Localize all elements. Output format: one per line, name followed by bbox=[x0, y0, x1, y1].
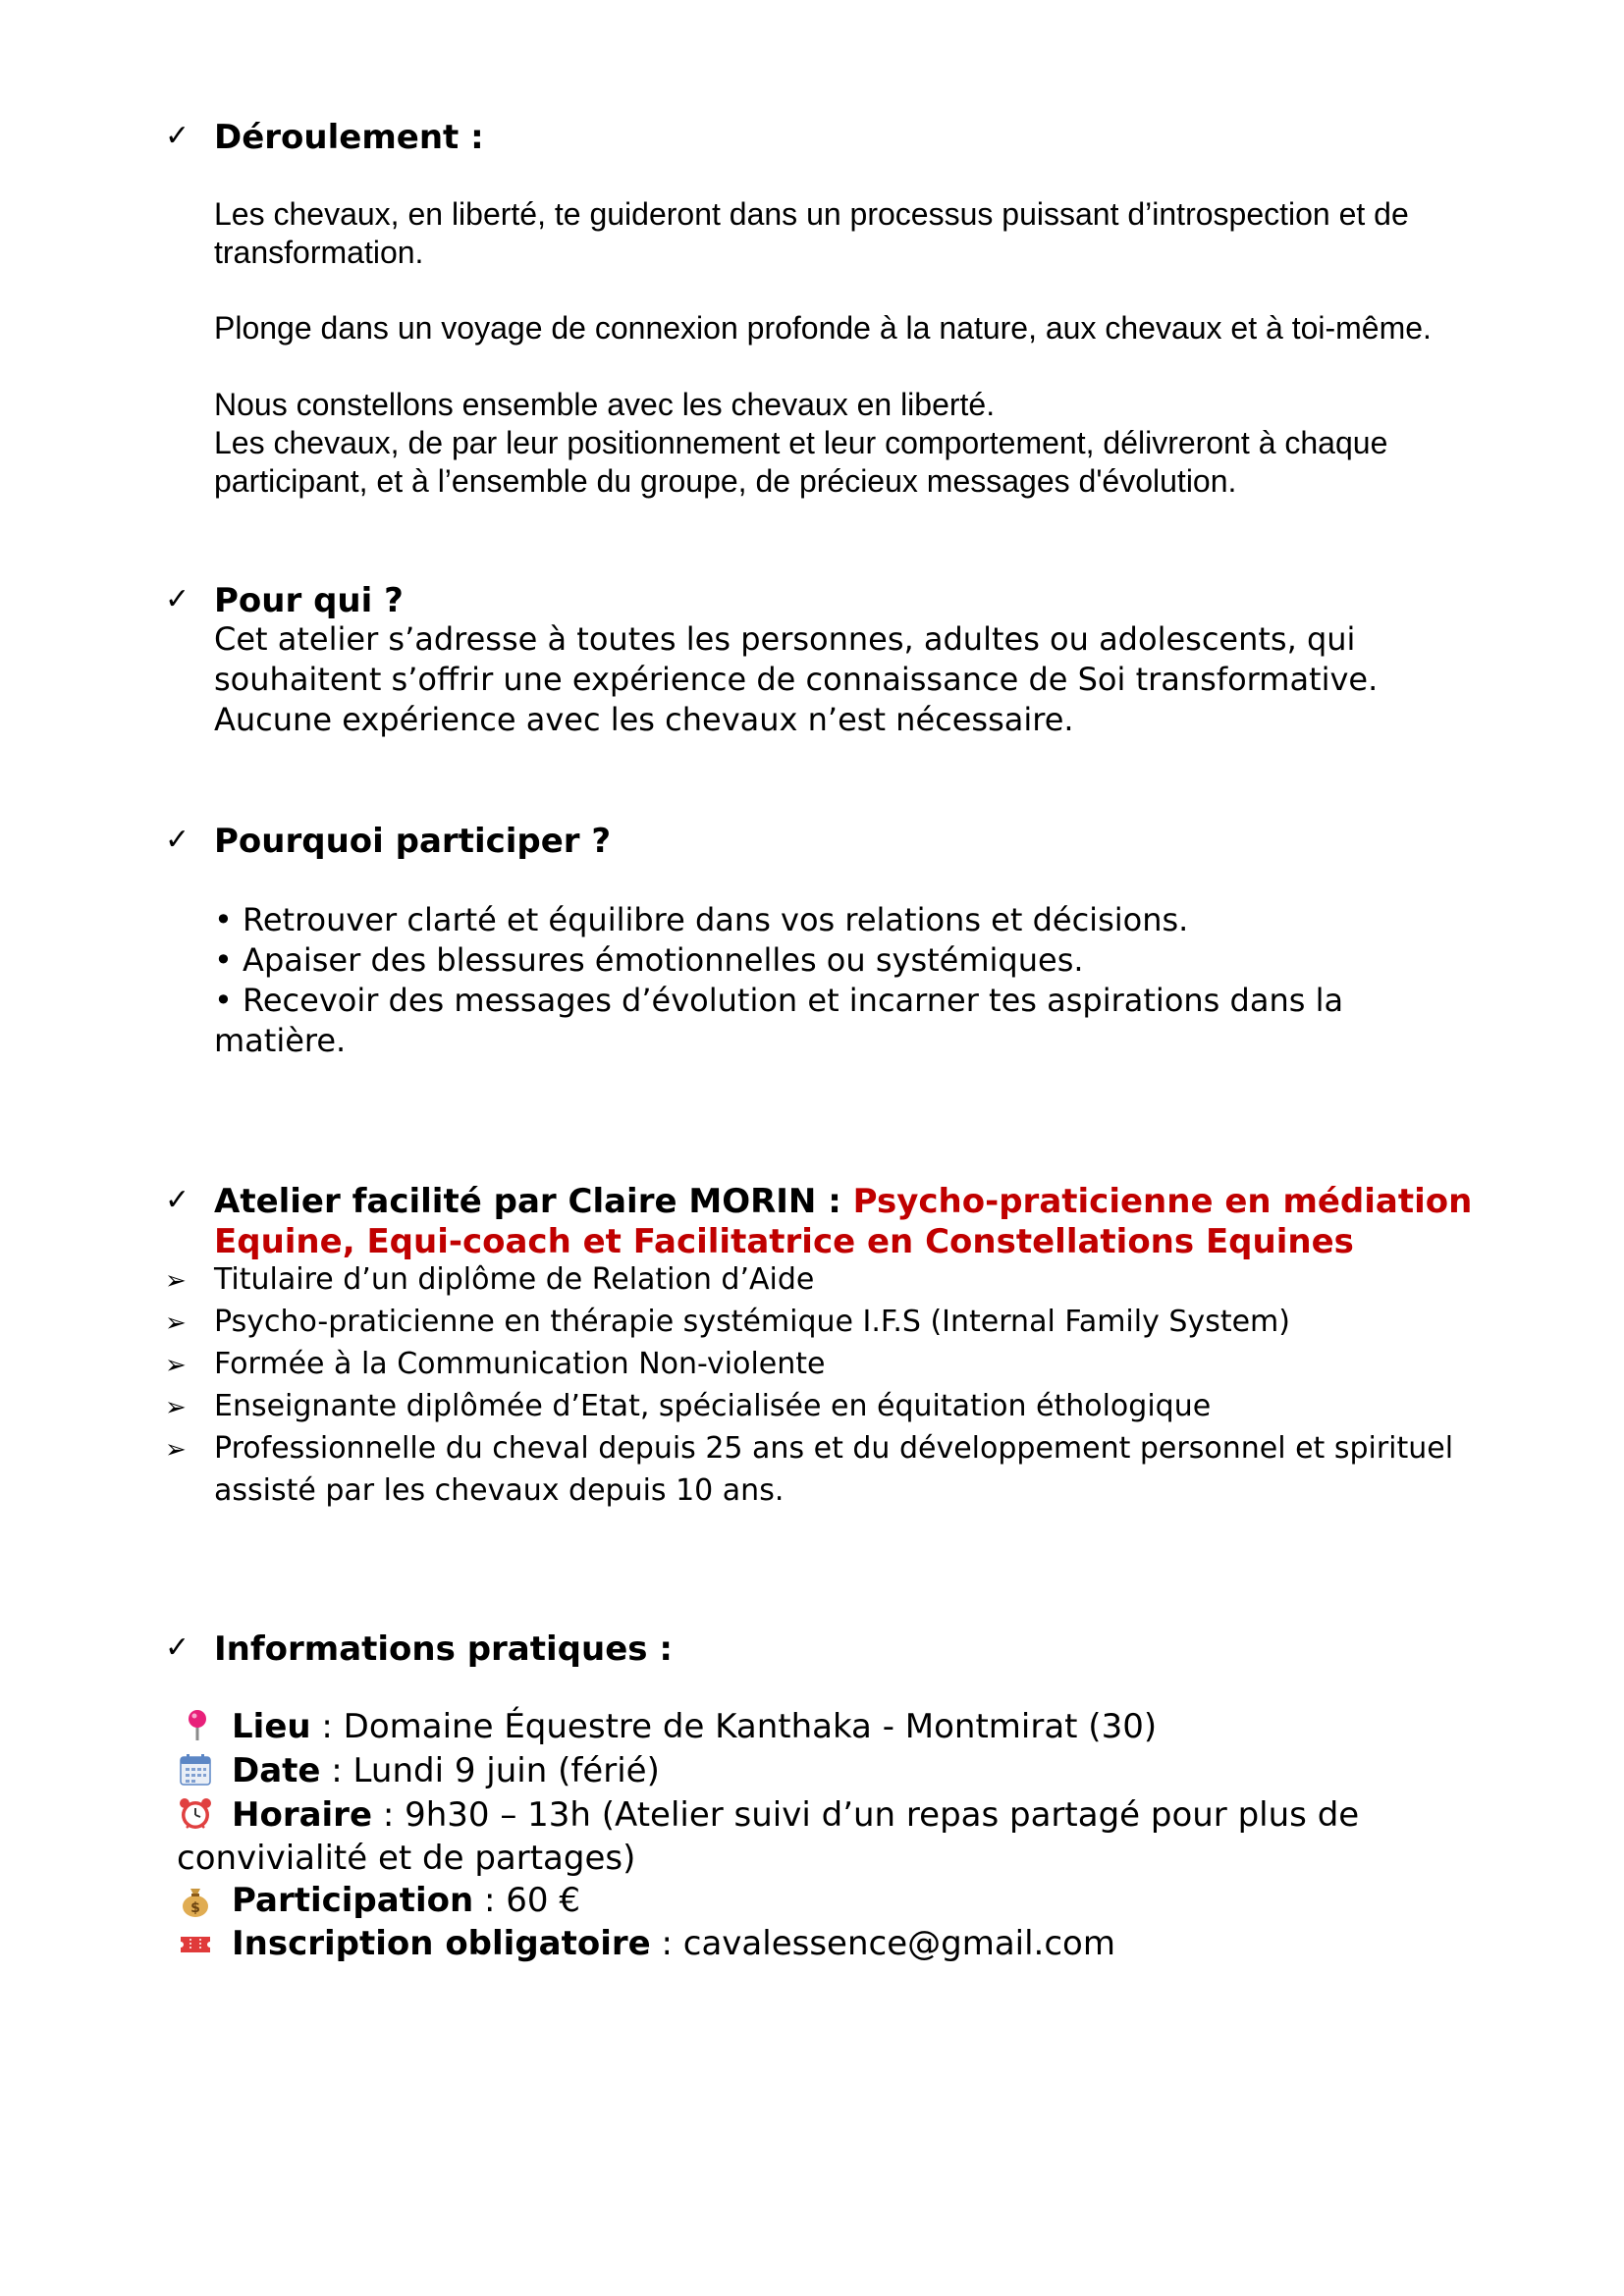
info-inscription-value: : cavalessence@gmail.com bbox=[650, 1924, 1115, 1963]
info-horaire-value: : 9h30 – 13h (Atelier suivi d’un repas partagé pour plus de bbox=[372, 1795, 1360, 1835]
pourquoi-bullet-1: • Retrouver clarté et équilibre dans vos relations et décisions. bbox=[214, 901, 1189, 938]
pourquoi-bullet-3-line-1: • Recevoir des messages d’évolution et incarner tes aspirations dans la bbox=[214, 982, 1344, 1019]
info-participation-label: Participation bbox=[232, 1881, 474, 1920]
info-participation bbox=[232, 1879, 580, 1922]
check-mark-icon: ✓ bbox=[165, 823, 190, 857]
section-heading-atelier bbox=[214, 1180, 1472, 1223]
info-lieu bbox=[232, 1705, 1157, 1748]
ticket-icon bbox=[179, 1928, 212, 1961]
pourquoi-bullet-2: • Apaiser des blessures émotionnelles ou systémiques. bbox=[214, 941, 1084, 979]
section-heading-deroulement: Déroulement : bbox=[214, 118, 484, 157]
check-mark-icon: ✓ bbox=[165, 582, 190, 616]
qualification-item-continuation: assisté par les chevaux depuis 10 ans. bbox=[214, 1473, 785, 1508]
info-date bbox=[232, 1749, 660, 1792]
arrowhead-bullet-icon: ➢ bbox=[165, 1351, 187, 1380]
qualification-item: Enseignante diplômée d’Etat, spécialisée en équitation éthologique bbox=[214, 1389, 1212, 1423]
section-heading-pourquoi: Pourquoi participer ? bbox=[214, 822, 612, 861]
pourquoi-bullet-3-line-2: matière. bbox=[214, 1022, 347, 1059]
check-mark-icon: ✓ bbox=[165, 119, 190, 153]
deroulement-paragraph-1-line-2: transformation. bbox=[214, 235, 424, 270]
info-horaire-label: Horaire bbox=[232, 1795, 373, 1835]
qualification-item: Titulaire d’un diplôme de Relation d’Aide bbox=[214, 1262, 815, 1297]
section-heading-infos: Informations pratiques : bbox=[214, 1629, 673, 1669]
arrowhead-bullet-icon: ➢ bbox=[165, 1266, 187, 1296]
info-date-value: : Lundi 9 juin (férié) bbox=[320, 1751, 660, 1790]
arrowhead-bullet-icon: ➢ bbox=[165, 1393, 187, 1422]
check-mark-icon: ✓ bbox=[165, 1630, 190, 1665]
info-horaire bbox=[232, 1793, 1359, 1837]
deroulement-paragraph-3-line-3: participant, et à l’ensemble du groupe, de précieux messages d'évolution. bbox=[214, 463, 1237, 499]
qualification-item: Formée à la Communication Non-violente bbox=[214, 1347, 826, 1381]
svg-text:$: $ bbox=[190, 1900, 200, 1916]
info-inscription-label: Inscription obligatoire bbox=[232, 1924, 651, 1963]
pour-qui-line-2: souhaitent s’offrir une expérience de connaissance de Soi transformative. bbox=[214, 661, 1379, 698]
pour-qui-line-3: Aucune expérience avec les chevaux n’est nécessaire. bbox=[214, 701, 1074, 738]
info-inscription bbox=[232, 1922, 1115, 1965]
atelier-title-line-1: Psycho-praticienne en médiation bbox=[852, 1182, 1473, 1221]
arrowhead-bullet-icon: ➢ bbox=[165, 1435, 187, 1465]
pour-qui-line-1: Cet atelier s’adresse à toutes les personnes, adultes ou adolescents, qui bbox=[214, 620, 1356, 658]
calendar-icon bbox=[179, 1753, 212, 1787]
atelier-facilitator: Atelier facilité par Claire MORIN : bbox=[214, 1182, 853, 1221]
deroulement-paragraph-3-line-2: Les chevaux, de par leur positionnement et leur comportement, délivreront à chaque bbox=[214, 425, 1388, 460]
deroulement-paragraph-3-line-1: Nous constellons ensemble avec les chevaux en liberté. bbox=[214, 387, 996, 422]
check-mark-icon: ✓ bbox=[165, 1183, 190, 1217]
money-bag-icon bbox=[179, 1885, 212, 1918]
info-lieu-value: : Domaine Équestre de Kanthaka - Montmirat (30) bbox=[310, 1707, 1158, 1746]
info-date-label: Date bbox=[232, 1751, 321, 1790]
deroulement-paragraph-1-line-1: Les chevaux, en liberté, te guideront dans un processus puissant d’introspection et de bbox=[214, 196, 1409, 232]
info-lieu-label: Lieu bbox=[232, 1707, 311, 1746]
deroulement-paragraph-2: Plonge dans un voyage de connexion profonde à la nature, aux chevaux et à toi-même. bbox=[214, 310, 1432, 346]
qualification-item: Professionnelle du cheval depuis 25 ans et du développement personnel et spirituel bbox=[214, 1431, 1454, 1466]
round-pushpin-icon bbox=[181, 1708, 214, 1741]
arrowhead-bullet-icon: ➢ bbox=[165, 1308, 187, 1338]
section-heading-pour-qui: Pour qui ? bbox=[214, 581, 404, 620]
qualification-item: Psycho-praticienne en thérapie systémique I.F.S (Internal Family System) bbox=[214, 1305, 1290, 1339]
atelier-title-line-2: Equine, Equi-coach et Facilitatrice en Constellations Equines bbox=[214, 1222, 1354, 1261]
info-participation-value: : 60 € bbox=[473, 1881, 580, 1920]
info-horaire-continuation: convivialité et de partages) bbox=[177, 1839, 636, 1878]
alarm-clock-icon bbox=[179, 1797, 212, 1831]
